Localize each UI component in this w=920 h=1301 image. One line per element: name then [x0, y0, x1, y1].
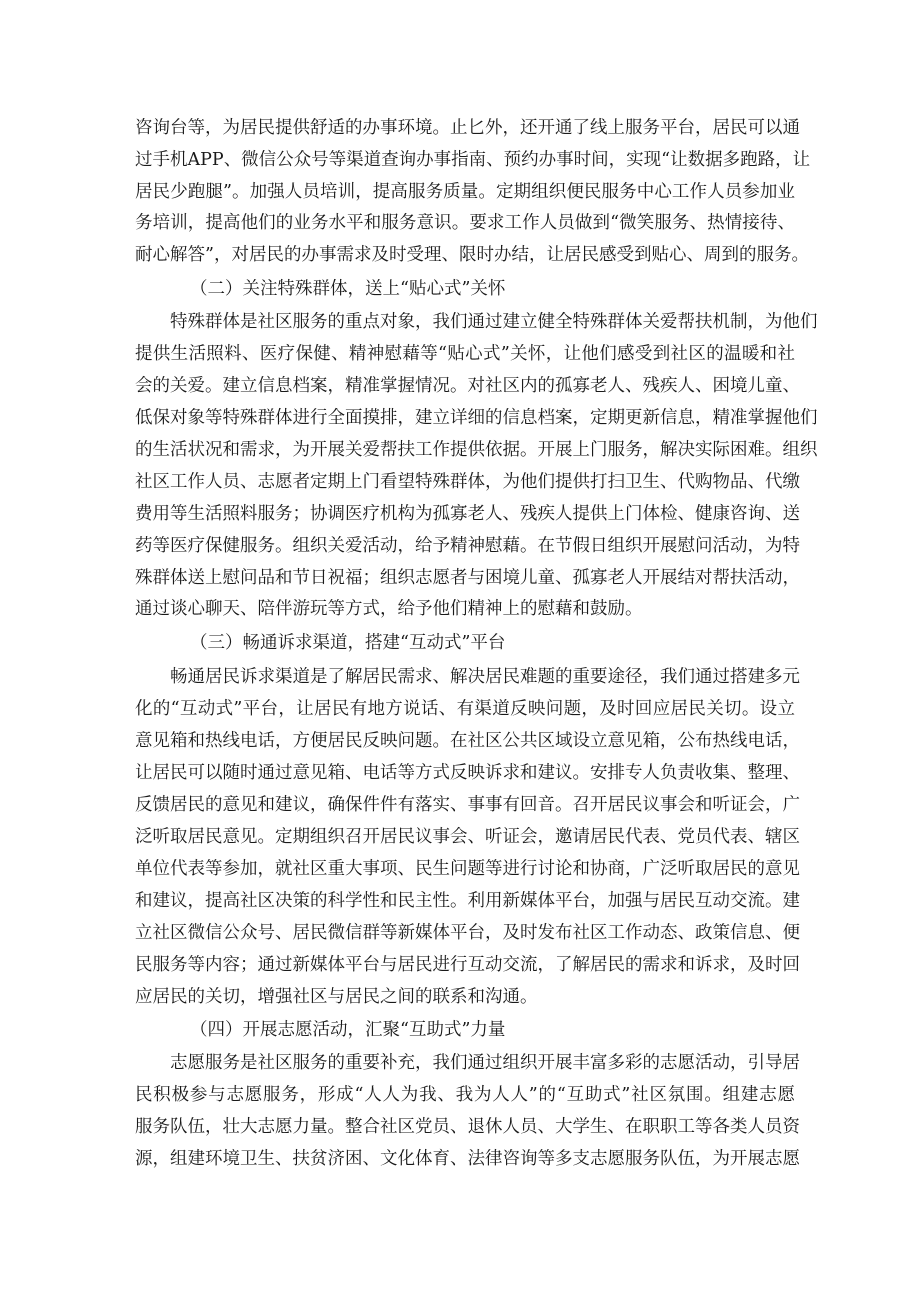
paragraph-line: 特殊群体是社区服务的重点对象，我们通过建立健全特殊群体关爱帮扶机制，为他们: [170, 312, 818, 332]
paragraph-line: 会的关爱。建立信息档案，精准掌握情况。对社区内的孤寡老人、残疾人、困境儿童、: [135, 376, 800, 396]
paragraph-line: 化的“互动式”平台，让居民有地方说话、有渠道反映问题，及时回应居民关切。设立: [135, 699, 795, 719]
paragraph-line: 服务队伍，壮大志愿力量。整合社区党员、退休人员、大学生、在职职工等各类人员资: [135, 1117, 800, 1137]
paragraph-line: 低保对象等特殊群体进行全面摸排，建立详细的信息档案，定期更新信息，精准掌握他们: [135, 408, 818, 428]
paragraph-line: 反馈居民的意见和建议，确保件件有落实、事事有回音。召开居民议事会和听证会，广: [135, 795, 800, 815]
paragraph-line: 费用等生活照料服务；协调医疗机构为孤寡老人、残疾人提供上门体检、健康咨询、送: [135, 504, 800, 524]
paragraph-line: 耐心解答”，对居民的办事需求及时受理、限时办结，让居民感受到贴心、周到的服务。: [135, 245, 809, 265]
paragraph-line: 提供生活照料、医疗保健、精神慰藉等“贴心式”关怀，让他们感受到社区的温暖和社: [135, 344, 795, 364]
paragraph-line: 居民少跑腿”。加强人员培训，提高服务质量。定期组织便民服务中心工作人员参加业: [135, 182, 795, 202]
paragraph-line: 殊群体送上慰问品和节日祝福；组织志愿者与困境儿童、孤寡老人开展结对帮扶活动，: [135, 568, 800, 588]
paragraph-line: 务培训，提高他们的业务水平和服务意识。要求工作人员做到“微笑服务、热情接待、: [135, 213, 795, 233]
paragraph-line: 通过谈心聊天、陪伴游玩等方式，给予他们精神上的慰藉和鼓励。: [135, 599, 643, 619]
paragraph-line: 咨询台等，为居民提供舒适的办事环境。止匕外，还开通了线上服务平台，居民可以通: [135, 118, 800, 138]
paragraph-line: 立社区微信公众号、居民微信群等新媒体平台，及时发布社区工作动态、政策信息、便: [135, 923, 800, 943]
section-heading: （三）畅通诉求渠道，搭建“互动式”平台: [190, 633, 506, 653]
paragraph-line: 过手机APP、微信公众号等渠道查询办事指南、预约办事时间，实现“让数据多跑路，让: [135, 150, 811, 170]
paragraph-line: 和建议，提高社区决策的科学性和民主性。利用新媒体平台，加强与居民互动交流。建: [135, 891, 800, 911]
paragraph-line: 源，组建环境卫生、扶贫济困、文化体育、法律咨询等多支志愿服务队伍，为开展志愿: [135, 1149, 800, 1169]
paragraph-line: 民服务等内容；通过新媒体平台与居民进行互动交流，了解居民的需求和诉求，及时回: [135, 955, 800, 975]
paragraph-line: 的生活状况和需求，为开展关爱帮扶工作提供依据。开展上门服务，解决实际困难。组织: [135, 440, 818, 460]
paragraph-line: 民积极参与志愿服务，形成“人人为我、我为人人”的“互助式”社区氛围。组建志愿: [135, 1085, 795, 1105]
paragraph-line: 应居民的关切，增强社区与居民之间的联系和沟通。: [135, 987, 538, 1007]
paragraph-line: 社区工作人员、志愿者定期上门看望特殊群体，为他们提供打扫卫生、代购物品、代缴: [135, 472, 800, 492]
paragraph-line: 让居民可以随时通过意见箱、电话等方式反映诉求和建议。安排专人负责收集、整理、: [135, 763, 800, 783]
paragraph-line: 畅通居民诉求渠道是了解居民需求、解决居民难题的重要途径，我们通过搭建多元: [170, 667, 800, 687]
paragraph-line: 药等医疗保健服务。组织关爱活动，给予精神慰藉。在节假日组织开展慰问活动，为特: [135, 536, 800, 556]
section-heading: （四）开展志愿活动，汇聚“互助式”力量: [190, 1020, 506, 1040]
paragraph-line: 单位代表等参加，就社区重大事项、民生问题等进行讨论和协商，广泛听取居民的意见: [135, 859, 800, 879]
paragraph-line: 意见箱和热线电话，方便居民反映问题。在社区公共区域设立意见箱，公布热线电话，: [135, 731, 800, 751]
paragraph-line: 志愿服务是社区服务的重要补充，我们通过组织开展丰富多彩的志愿活动，引导居: [170, 1053, 800, 1073]
section-heading: （二）关注特殊群体，送上“贴心式”关怀: [190, 279, 506, 299]
paragraph-line: 泛听取居民意见。定期组织召开居民议事会、听证会，邀请居民代表、党员代表、辖区: [135, 827, 800, 847]
